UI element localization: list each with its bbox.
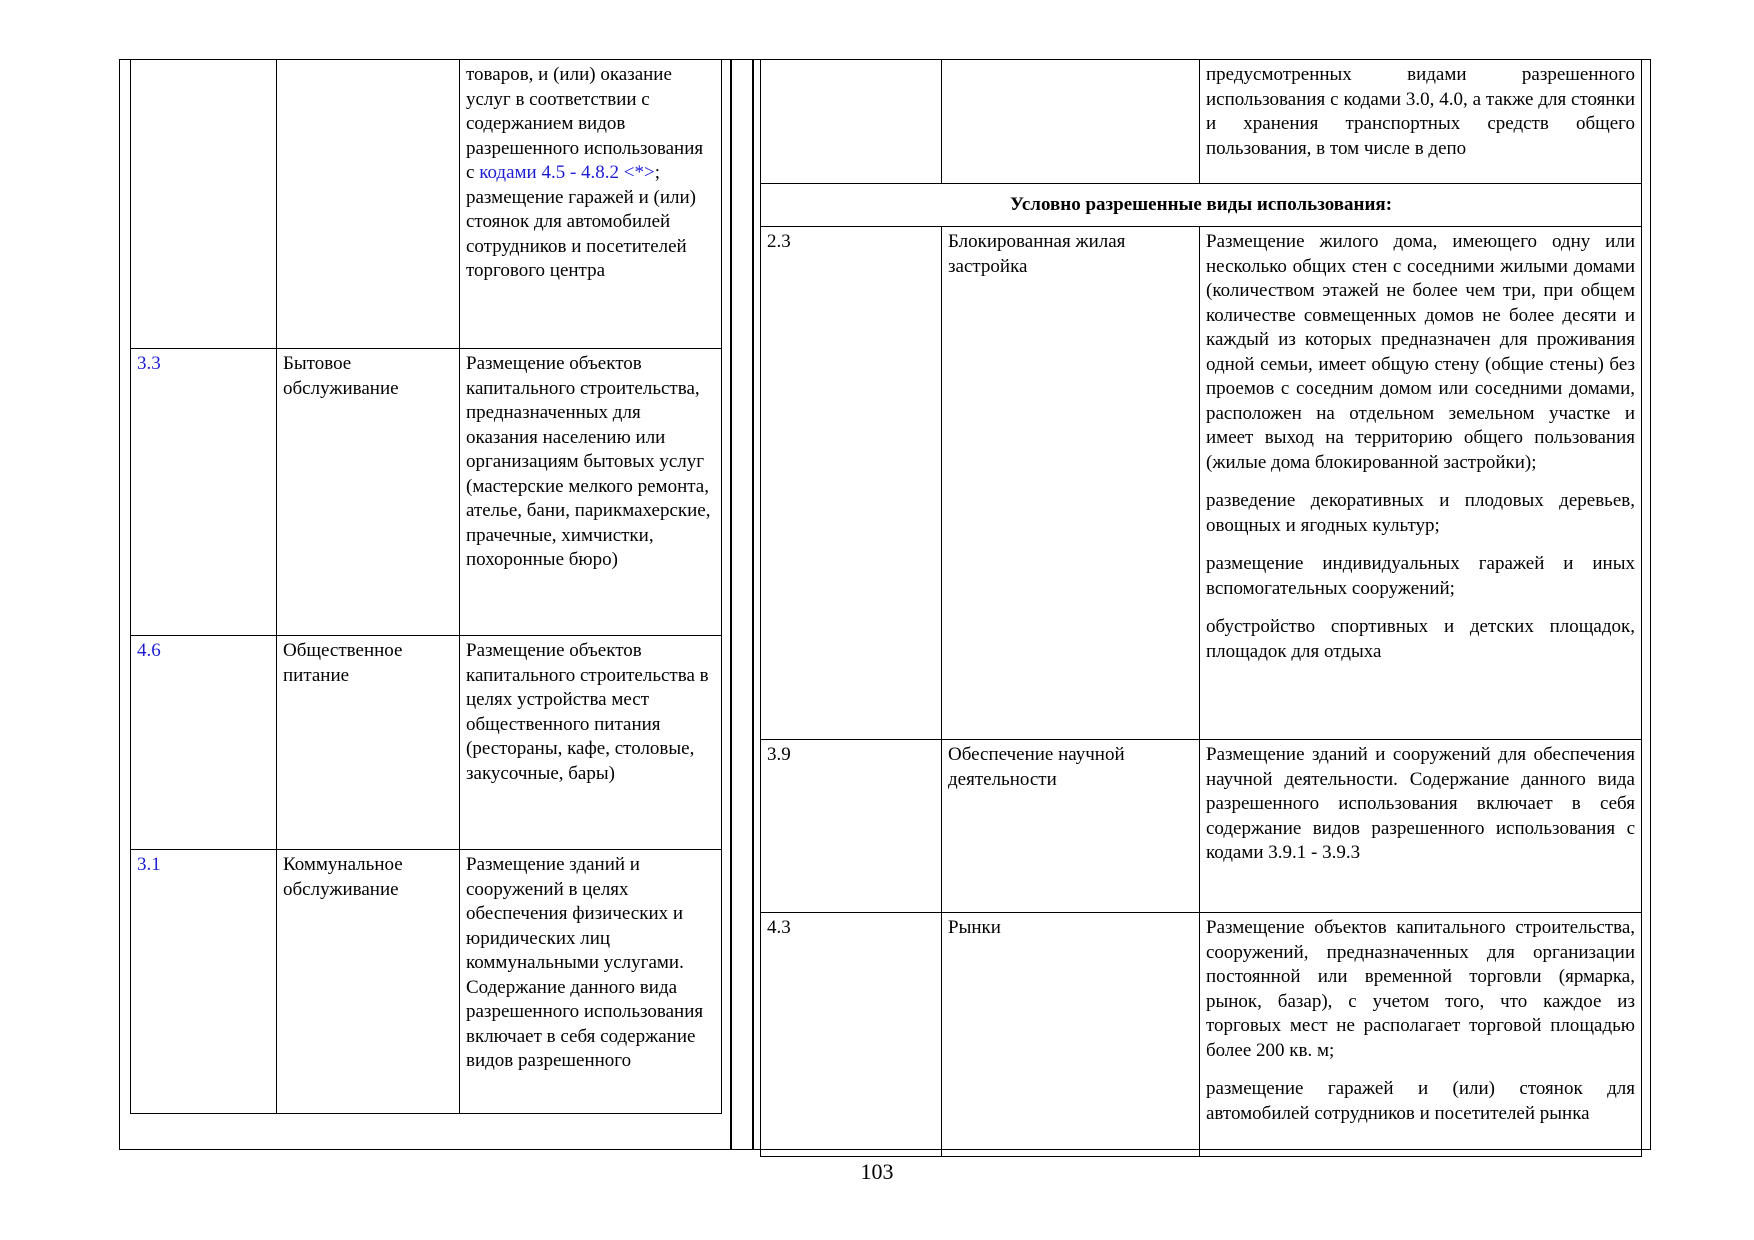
description-paragraph: разведение декоративных и плодовых деревьев, овощных и ягодных культур; xyxy=(1206,490,1635,536)
table-row xyxy=(761,740,1642,913)
description-text: товаров, и (или) оказание услуг в соответствии с содержанием видов разрешенного использования с xyxy=(466,64,704,183)
name-cell xyxy=(942,60,1200,184)
section-title: Условно разрешенные виды использования: xyxy=(761,184,1642,227)
description-paragraph: обустройство спортивных и детских площадок, площадок для отдыха xyxy=(1206,616,1635,662)
code-link[interactable]: 3.3 xyxy=(137,353,161,374)
code-cell xyxy=(761,60,942,184)
table-row xyxy=(131,60,722,349)
description-paragraph: Размещение жилого дома, имеющего одну или несколько общих стен с соседними жилыми домами (количеством этажей не более чем три, при общем количестве совмещенных домов не более десяти и каждый из которых предназначен для проживания одной семьи, имеет общую стену (общие стены) без проемов с соседним домом или соседними домами, расположен на отдельном земельном участке и имеет выход на территорию общего пользования (жилые дома блокированной застройки); xyxy=(1206,231,1635,473)
name-cell xyxy=(277,60,460,349)
description-cell: Размещение объектов капитального строительства в целях устройства мест общественного питания (рестораны, кафе, столовые, закусочные, бары) xyxy=(460,636,722,850)
table-row xyxy=(761,913,1642,1157)
page-number: 103 xyxy=(860,1159,894,1184)
description-cell xyxy=(1200,913,1642,1157)
right-table xyxy=(760,59,1642,1157)
code-cell xyxy=(131,60,277,349)
description-cell: Размещение объектов капитального строительства, предназначенных для оказания населению или организациям бытовых услуг (мастерские мелкого ремонта, ателье, бани, парикмахерские, прачечные, химчистки, похоронные бюро) xyxy=(460,349,722,636)
description-paragraph: размещение индивидуальных гаражей и иных вспомогательных сооружений; xyxy=(1206,553,1635,599)
description-paragraph: Размещение объектов капитального строительства, сооружений, предназначенных для организации постоянной или временной торговли (ярмарка, рынок, базар), с учетом того, что каждое из торговых мест не располагает торговой площадью более 200 кв. м; xyxy=(1206,917,1635,1061)
code-cell[interactable] xyxy=(131,349,277,636)
table-row xyxy=(761,227,1642,740)
code-link[interactable]: 3.1 xyxy=(137,854,161,875)
code-link[interactable]: 4.6 xyxy=(137,640,161,661)
name-cell: Бытовое обслуживание xyxy=(277,349,460,636)
table-row xyxy=(131,850,722,1114)
description-text: ; размещение гаражей и (или) стоянок для автомобилей сотрудников и посетителей торгового центра xyxy=(466,162,696,281)
table-row xyxy=(131,636,722,850)
description-cell xyxy=(1200,227,1642,740)
code-cell[interactable] xyxy=(131,636,277,850)
table-row xyxy=(761,60,1642,184)
code-cell: 4.3 xyxy=(761,913,942,1157)
name-cell: Блокированная жилая застройка xyxy=(942,227,1200,740)
name-cell: Общественное питание xyxy=(277,636,460,850)
description-cell: Размещение зданий и сооружений в целях обеспечения физических и юридических лиц коммунальными услугами. Содержание данного вида разрешенного использования включает в себя содержание видов разрешенного xyxy=(460,850,722,1114)
section-row xyxy=(761,184,1642,227)
left-table xyxy=(130,59,722,1114)
description-cell xyxy=(1200,740,1642,913)
name-cell: Коммунальное обслуживание xyxy=(277,850,460,1114)
name-cell: Обеспечение научной деятельности xyxy=(942,740,1200,913)
code-cell[interactable] xyxy=(131,850,277,1114)
description-cell xyxy=(460,60,722,349)
name-cell: Рынки xyxy=(942,913,1200,1157)
codes-link[interactable]: кодами 4.5 - 4.8.2 <*> xyxy=(479,162,655,183)
code-cell: 3.9 xyxy=(761,740,942,913)
description-paragraph: размещение гаражей и (или) стоянок для автомобилей сотрудников и посетителей рынка xyxy=(1206,1078,1635,1124)
code-cell: 2.3 xyxy=(761,227,942,740)
center-gutter-frame xyxy=(731,59,753,1150)
description-paragraph: Размещение зданий и сооружений для обеспечения научной деятельности. Содержание данного вида разрешенного использования включает в себя содержание видов разрешенного использования с кодами 3.9.1 - 3.9.3 xyxy=(1206,744,1635,863)
table-row xyxy=(131,349,722,636)
description-cell: предусмотренных видами разрешенного использования с кодами 3.0, 4.0, а также для стоянки и хранения транспортных средств общего пользования, в том числе в депо xyxy=(1200,60,1642,184)
